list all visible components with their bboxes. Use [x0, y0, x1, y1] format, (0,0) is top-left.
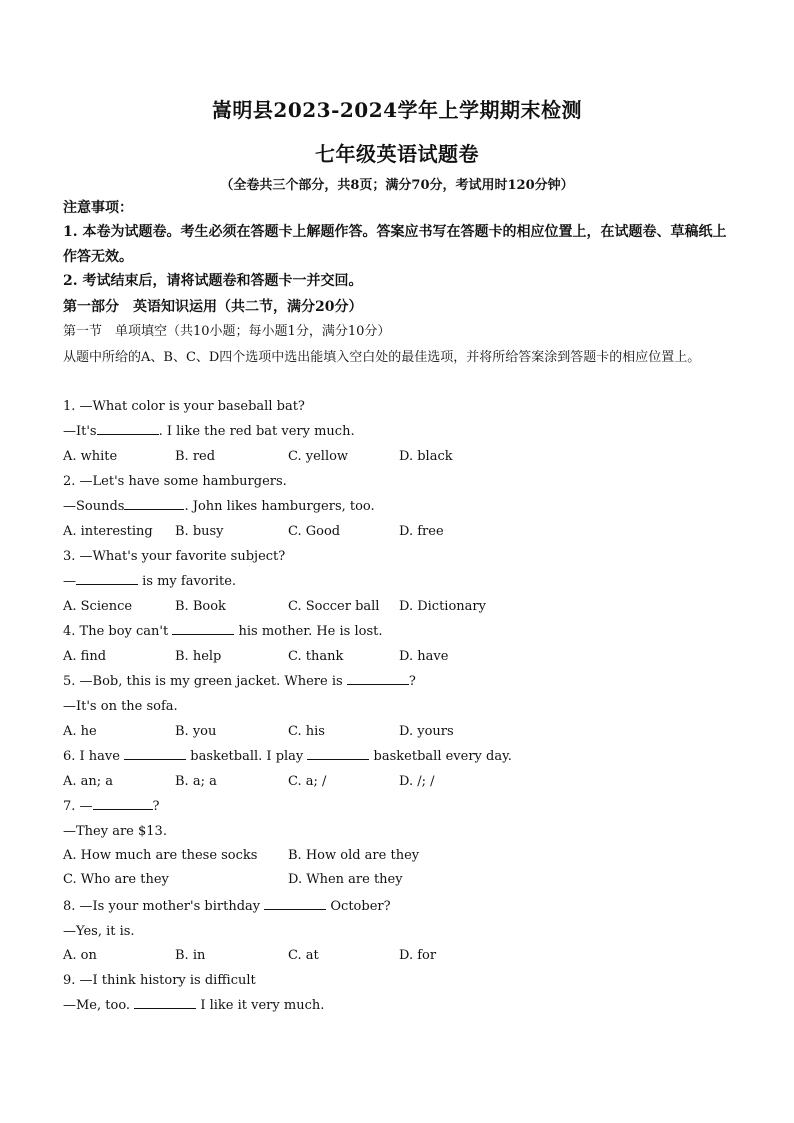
q4-option-d: D. have — [399, 649, 449, 664]
text: — — [63, 574, 76, 589]
q7-option-a: A. How much are these socks — [63, 848, 258, 863]
question-2-answer-line — [63, 496, 733, 518]
q1-option-a: A. white — [63, 449, 118, 464]
question-3: 3. —What's your favorite subject? — [63, 549, 286, 564]
question-5 — [63, 671, 733, 693]
notes-heading: 注意事项： — [63, 200, 133, 216]
question-6 — [63, 746, 733, 768]
q8-option-b: B. in — [175, 948, 206, 963]
q5-option-d: D. yours — [399, 724, 454, 739]
answer-blank — [97, 421, 159, 435]
q5-option-c: C. his — [288, 724, 325, 739]
q1-option-c: C. yellow — [288, 449, 349, 464]
answer-blank — [134, 995, 196, 1009]
question-8 — [63, 896, 733, 918]
question-4 — [63, 621, 733, 643]
exam-title: 嵩明县2023-2024学年上学期期末检测 — [211, 98, 583, 122]
q6-option-b: B. a; a — [175, 774, 217, 789]
exam-info: （全卷共三个部分，共8页；满分70分，考试用时120分钟） — [220, 178, 574, 193]
q4-option-a: A. find — [63, 649, 107, 664]
text: his mother. He is lost. — [234, 624, 383, 639]
text: October? — [326, 899, 391, 914]
text: . I like the red bat very much. — [158, 424, 355, 439]
question-2: 2. —Let's have some hamburgers. — [63, 474, 287, 489]
q8-option-a: A. on — [63, 948, 97, 963]
q3-option-c: C. Soccer ball — [288, 599, 380, 614]
q8-option-d: D. for — [399, 948, 437, 963]
question-5-answer-line: —It's on the sofa. — [63, 699, 178, 714]
notes-item-2: 2. 考试结束后，请将试题卷和答题卡一并交回。 — [63, 273, 363, 289]
question-7 — [63, 796, 733, 818]
text: ? — [408, 674, 416, 689]
text: —It's — [63, 424, 97, 439]
q5-option-b: B. you — [175, 724, 217, 739]
answer-blank — [76, 571, 138, 585]
q6-option-c: C. a; / — [288, 774, 327, 789]
text: 4. The boy can't — [63, 624, 169, 639]
q2-option-d: D. free — [399, 524, 444, 539]
text: I like it very much. — [196, 998, 325, 1013]
answer-blank — [124, 746, 186, 760]
question-3-answer-line — [63, 571, 733, 593]
q2-option-b: B. busy — [175, 524, 224, 539]
text: basketball. I play — [186, 749, 304, 764]
text: 8. —Is your mother's birthday — [63, 899, 261, 914]
q6-option-a: A. an; a — [63, 774, 114, 789]
q6-option-d: D. /; / — [399, 774, 435, 789]
q2-option-c: C. Good — [288, 524, 341, 539]
text: ? — [152, 799, 160, 814]
question-9: 9. —I think history is difficult — [63, 973, 256, 988]
answer-blank — [264, 896, 326, 910]
question-7-answer-line: —They are $13. — [63, 824, 167, 839]
answer-blank — [93, 796, 153, 810]
q3-option-a: A. Science — [63, 599, 133, 614]
question-8-answer-line: —Yes, it is. — [63, 924, 135, 939]
part1-heading: 第一部分 英语知识运用（共二节，满分20分） — [63, 299, 363, 315]
notes-item-1: 1. 本卷为试题卷。考生必须在答题卡上解题作答。答案应书写在答题卡的相应位置上，在试题卷、草稿纸上作答无效。 — [63, 224, 727, 265]
answer-blank — [347, 671, 409, 685]
q3-option-d: D. Dictionary — [399, 599, 486, 614]
question-9-answer-line — [63, 995, 733, 1017]
section1-instruction: 从题中所给的A、B、C、D四个选项中选出能填入空白处的最佳选项，并将所给答案涂到答题卡的相应位置上。 — [63, 350, 701, 365]
text: —Me, too. — [63, 998, 131, 1013]
section1-heading: 第一节 单项填空（共10小题；每小题1分，满分10分） — [63, 324, 391, 339]
text: 7. — — [63, 799, 93, 814]
q4-option-c: C. thank — [288, 649, 344, 664]
text: 5. —Bob, this is my green jacket. Where is — [63, 674, 343, 689]
question-1: 1. —What color is your baseball bat? — [63, 399, 305, 414]
q3-option-b: B. Book — [175, 599, 226, 614]
q1-option-b: B. red — [175, 449, 216, 464]
answer-blank — [172, 621, 234, 635]
text: is my favorite. — [138, 574, 237, 589]
text: —Sounds — [63, 499, 125, 514]
q7-option-b: B. How old are they — [288, 848, 420, 863]
q2-option-a: A. interesting — [63, 524, 153, 539]
answer-blank — [124, 496, 184, 510]
answer-blank — [307, 746, 369, 760]
question-1-answer-line — [63, 421, 733, 443]
q8-option-c: C. at — [288, 948, 319, 963]
text: 6. I have — [63, 749, 120, 764]
exam-subtitle-grade: 七年级英语试题卷 — [315, 142, 479, 166]
q4-option-b: B. help — [175, 649, 222, 664]
q7-option-d: D. When are they — [288, 872, 403, 887]
q5-option-a: A. he — [63, 724, 97, 739]
text: . John likes hamburgers, too. — [184, 499, 375, 514]
q1-option-d: D. black — [399, 449, 453, 464]
q7-option-c: C. Who are they — [63, 872, 169, 887]
text: basketball every day. — [369, 749, 512, 764]
